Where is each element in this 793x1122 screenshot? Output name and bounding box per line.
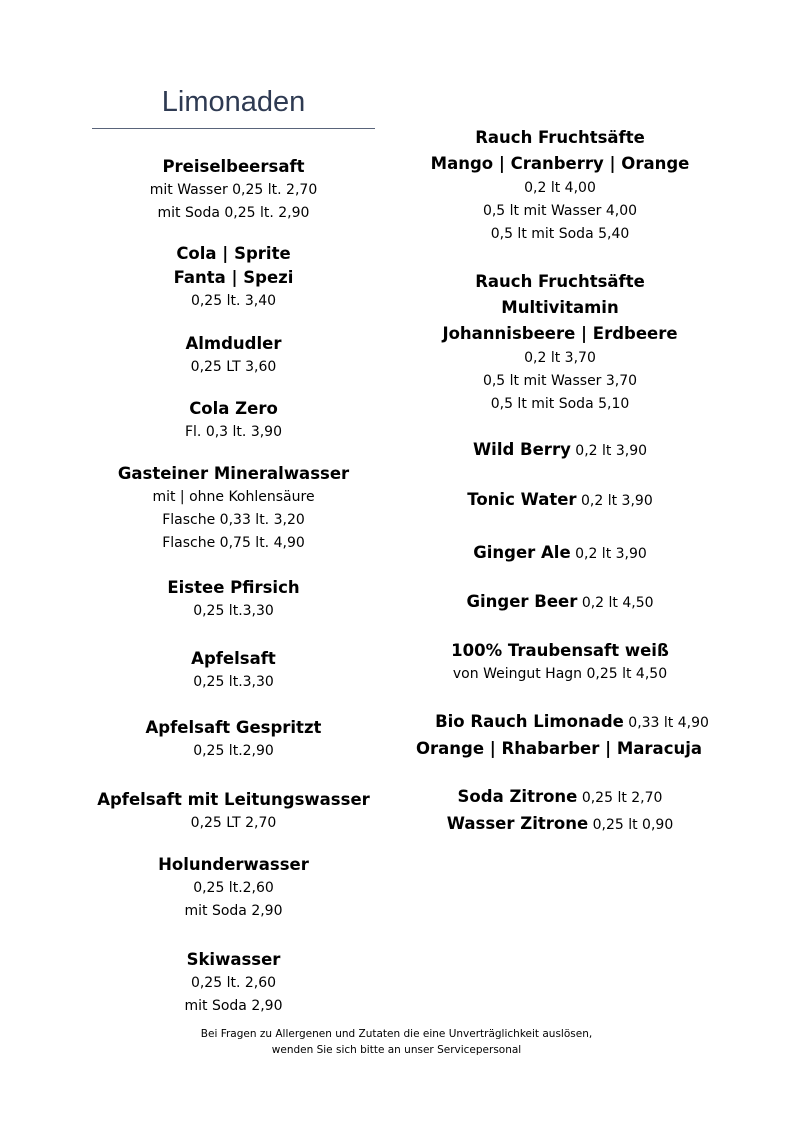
footer-line: wenden Sie sich bitte an unser Servicepersonal xyxy=(271,1044,522,1056)
item-detail: 0,5 lt mit Soda 5,40 xyxy=(490,226,630,242)
item-gasteiner xyxy=(92,462,375,555)
item-name: Apfelsaft Gespritzt xyxy=(145,718,322,737)
item-name: Rauch Fruchtsäfte xyxy=(475,272,645,291)
item-tonic-water xyxy=(400,490,720,509)
item-detail: 0,25 lt. 3,40 xyxy=(190,293,277,309)
item-ginger-ale xyxy=(400,543,720,562)
item-name: Cola | Sprite xyxy=(176,244,291,263)
item-detail: 0,5 lt mit Wasser 3,70 xyxy=(482,373,638,389)
item-name: Wild Berry xyxy=(472,440,571,459)
item-bio-rauch-limonade xyxy=(412,709,732,762)
item-preiselbeersaft xyxy=(92,155,375,225)
item-detail: mit Soda 0,25 lt. 2,90 xyxy=(157,205,310,221)
item-name: 100% Traubensaft weiß xyxy=(451,641,669,660)
item-wild-berry xyxy=(400,440,720,459)
item-name: Tonic Water xyxy=(467,490,577,509)
item-almdudler xyxy=(92,332,375,379)
item-detail: Fl. 0,3 lt. 3,90 xyxy=(184,424,282,440)
item-detail: 0,25 lt.3,30 xyxy=(193,674,274,690)
item-detail: 0,25 lt. 2,60 xyxy=(190,975,277,991)
item-name: Preiselbeersaft xyxy=(162,157,305,176)
item-price: 0,2 lt 3,90 xyxy=(570,443,648,459)
item-name: Multivitamin xyxy=(501,298,619,317)
item-detail: Orange | Rhabarber | Maracuja xyxy=(415,739,703,758)
item-name: Apfelsaft xyxy=(191,649,276,668)
item-rauch-fruchtsaefte-1 xyxy=(400,125,720,246)
item-detail: 0,25 lt.2,90 xyxy=(193,743,274,759)
item-cola-sprite xyxy=(92,242,375,313)
item-detail: mit | ohne Kohlensäure xyxy=(152,489,315,505)
item-name: Ginger Ale xyxy=(473,543,571,562)
item-detail: 0,2 lt 4,00 xyxy=(524,180,596,196)
item-apfelsaft xyxy=(92,647,375,694)
item-detail: 0,25 LT 3,60 xyxy=(190,359,277,375)
item-traubensaft xyxy=(400,639,720,686)
item-name: Johannisbeere | Erdbeere xyxy=(442,324,678,343)
item-detail: 0,5 lt mit Soda 5,10 xyxy=(490,396,630,412)
item-rauch-fruchtsaefte-2 xyxy=(400,269,720,416)
footer-line: Bei Fragen zu Allergenen und Zutaten die eine Unverträglichkeit auslösen, xyxy=(200,1028,593,1040)
item-apfelsaft-leitungswasser xyxy=(92,788,375,835)
item-name: Ginger Beer xyxy=(466,592,578,611)
item-detail: mit Soda 2,90 xyxy=(184,903,283,919)
item-price: 0,33 lt 4,90 xyxy=(623,715,709,731)
item-name: Eistee Pfirsich xyxy=(167,578,300,597)
item-price: 0,25 lt 0,90 xyxy=(588,817,674,833)
item-detail: mit Wasser 0,25 lt. 2,70 xyxy=(149,182,318,198)
item-ginger-beer xyxy=(400,592,720,611)
item-cola-zero xyxy=(92,397,375,444)
item-detail: mit Soda 2,90 xyxy=(184,998,283,1014)
item-skiwasser xyxy=(92,948,375,1018)
item-detail: von Weingut Hagn 0,25 lt 4,50 xyxy=(452,666,668,682)
item-name: Wasser Zitrone xyxy=(446,814,589,833)
item-detail: 0,25 lt.2,60 xyxy=(193,880,274,896)
item-name: Bio Rauch Limonade xyxy=(435,712,624,731)
item-price: 0,2 lt 3,90 xyxy=(576,493,653,509)
item-name: Mango | Cranberry | Orange xyxy=(430,154,690,173)
item-detail: Flasche 0,75 lt. 4,90 xyxy=(162,535,305,551)
item-name: Cola Zero xyxy=(189,399,278,418)
item-detail: 0,5 lt mit Wasser 4,00 xyxy=(482,203,638,219)
item-name: Fanta | Spezi xyxy=(173,268,294,287)
item-name: Gasteiner Mineralwasser xyxy=(117,464,350,483)
item-detail: 0,2 lt 3,70 xyxy=(524,350,596,366)
item-holunderwasser xyxy=(92,853,375,923)
item-name: Almdudler xyxy=(185,334,282,353)
item-eistee xyxy=(92,576,375,623)
item-detail: 0,25 lt.3,30 xyxy=(193,603,274,619)
allergen-notice xyxy=(92,1026,701,1058)
item-detail: Flasche 0,33 lt. 3,20 xyxy=(162,512,305,528)
item-name: Rauch Fruchtsäfte xyxy=(475,128,645,147)
page-title: Limonaden xyxy=(161,86,306,118)
item-detail: 0,25 LT 2,70 xyxy=(190,815,277,831)
item-apfelsaft-gespritzt xyxy=(92,716,375,763)
title-divider xyxy=(92,128,375,129)
item-soda-zitrone xyxy=(400,784,720,838)
item-name: Soda Zitrone xyxy=(457,787,578,806)
item-price: 0,25 lt 2,70 xyxy=(577,790,663,806)
item-price: 0,2 lt 3,90 xyxy=(570,546,647,562)
item-name: Apfelsaft mit Leitungswasser xyxy=(97,790,370,809)
item-price: 0,2 lt 4,50 xyxy=(577,595,654,611)
item-name: Holunderwasser xyxy=(158,855,309,874)
item-name: Skiwasser xyxy=(186,950,281,969)
